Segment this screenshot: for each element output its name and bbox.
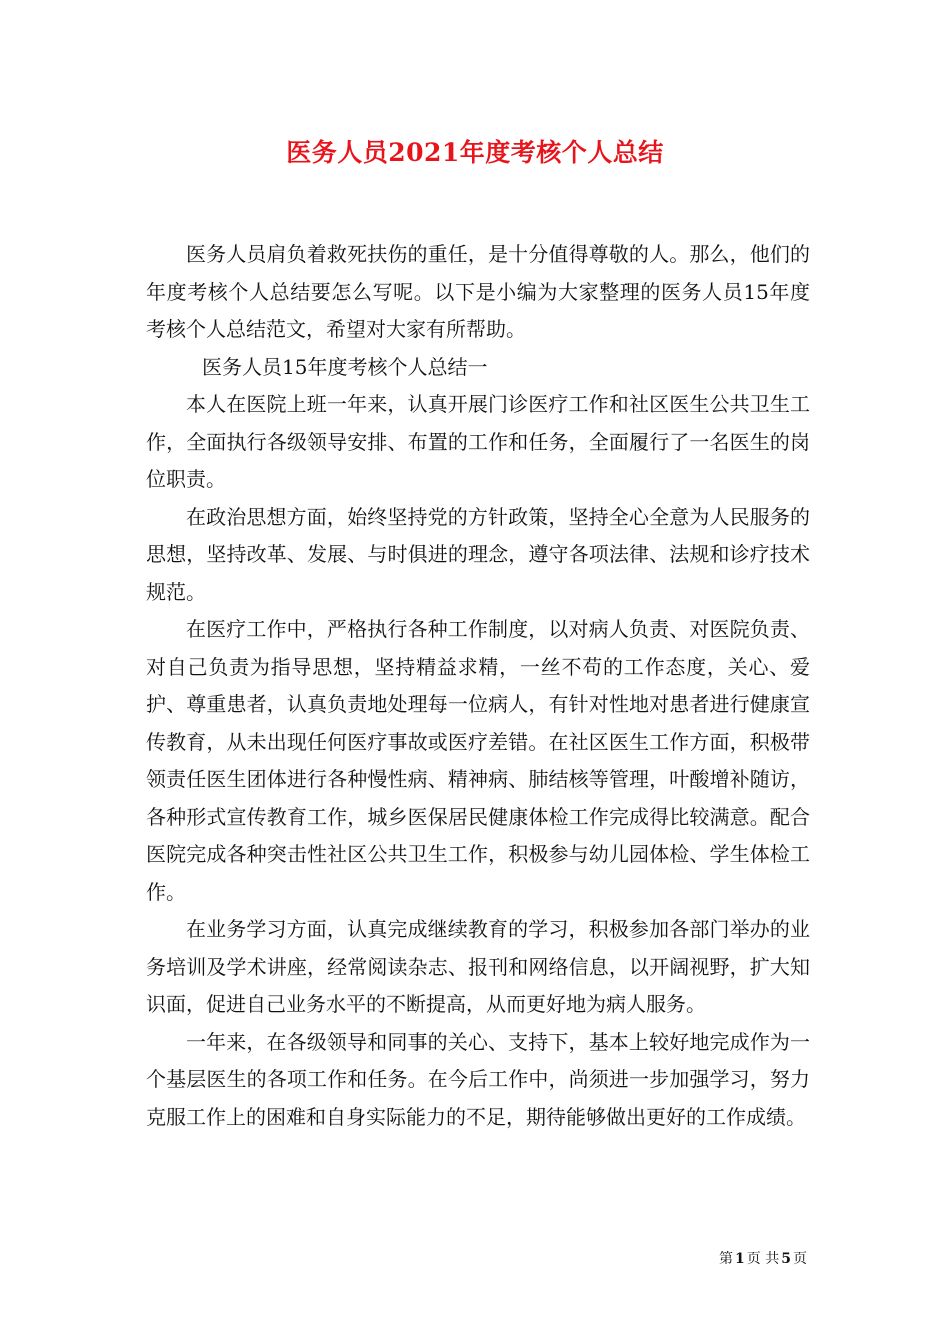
total-page-number: 5: [781, 1251, 791, 1267]
document-title: 医务人员2021年度考核个人总结: [286, 138, 664, 167]
body-paragraph-2: 在政治思想方面，始终坚持党的方针政策，坚持全心全意为人民服务的思想，坚持改革、发展、与时俱进的理念，遵守各项法律、法规和诊疗技术规范。: [146, 504, 810, 604]
footer-prefix: 第: [719, 1251, 734, 1267]
current-page-number: 1: [735, 1251, 745, 1267]
document-body: [146, 236, 810, 1136]
body-paragraph-4: 在业务学习方面，认真完成继续教育的学习，积极参加各部门举办的业务培训及学术讲座，经常阅读杂志、报刊和网络信息，以开阔视野，扩大知识面，促进自己业务水平的不断提高，从而更好地为病人服务。: [146, 917, 810, 1016]
body-paragraph-5: 一年来，在各级领导和同事的关心、支持下，基本上较好地完成作为一个基层医生的各项工作和任务。在今后工作中，尚须进一步加强学习，努力克服工作上的困难和自身实际能力的不足，期待能够做出更好的工作成绩。: [146, 1029, 810, 1129]
footer-middle: 页 共: [746, 1251, 780, 1267]
intro-paragraph: 医务人员肩负着救死扶伤的重任，是十分值得尊敬的人。那么，他们的年度考核个人总结要怎么写呢。以下是小编为大家整理的医务人员15年度考核个人总结范文，希望对大家有所帮助。: [146, 242, 810, 341]
body-paragraph-3: 在医疗工作中，严格执行各种工作制度，以对病人负责、对医院负责、对自己负责为指导思想，坚持精益求精，一丝不苟的工作态度，关心、爱护、尊重患者，认真负责地处理每一位病人，有针对性地对患者进行健康宣传教育，从未出现任何医疗事故或医疗差错。在社区医生工作方面，积极带领责任医生团体进行各种慢性病、精神病、肺结核等管理，叶酸增补随访，各种形式宣传教育工作，城乡医保居民健康体检工作完成得比较满意。配合医院完成各种突击性社区公共卫生工作，积极参与幼儿园体检、学生体检工作。: [146, 617, 810, 904]
page-number-footer: [719, 1248, 807, 1268]
body-paragraph-1: 本人在医院上班一年来，认真开展门诊医疗工作和社区医生公共卫生工作，全面执行各级领导安排、布置的工作和任务，全面履行了一名医生的岗位职责。: [146, 392, 810, 491]
section-heading: 医务人员15年度考核个人总结一: [202, 354, 488, 379]
footer-suffix: 页: [793, 1251, 807, 1267]
